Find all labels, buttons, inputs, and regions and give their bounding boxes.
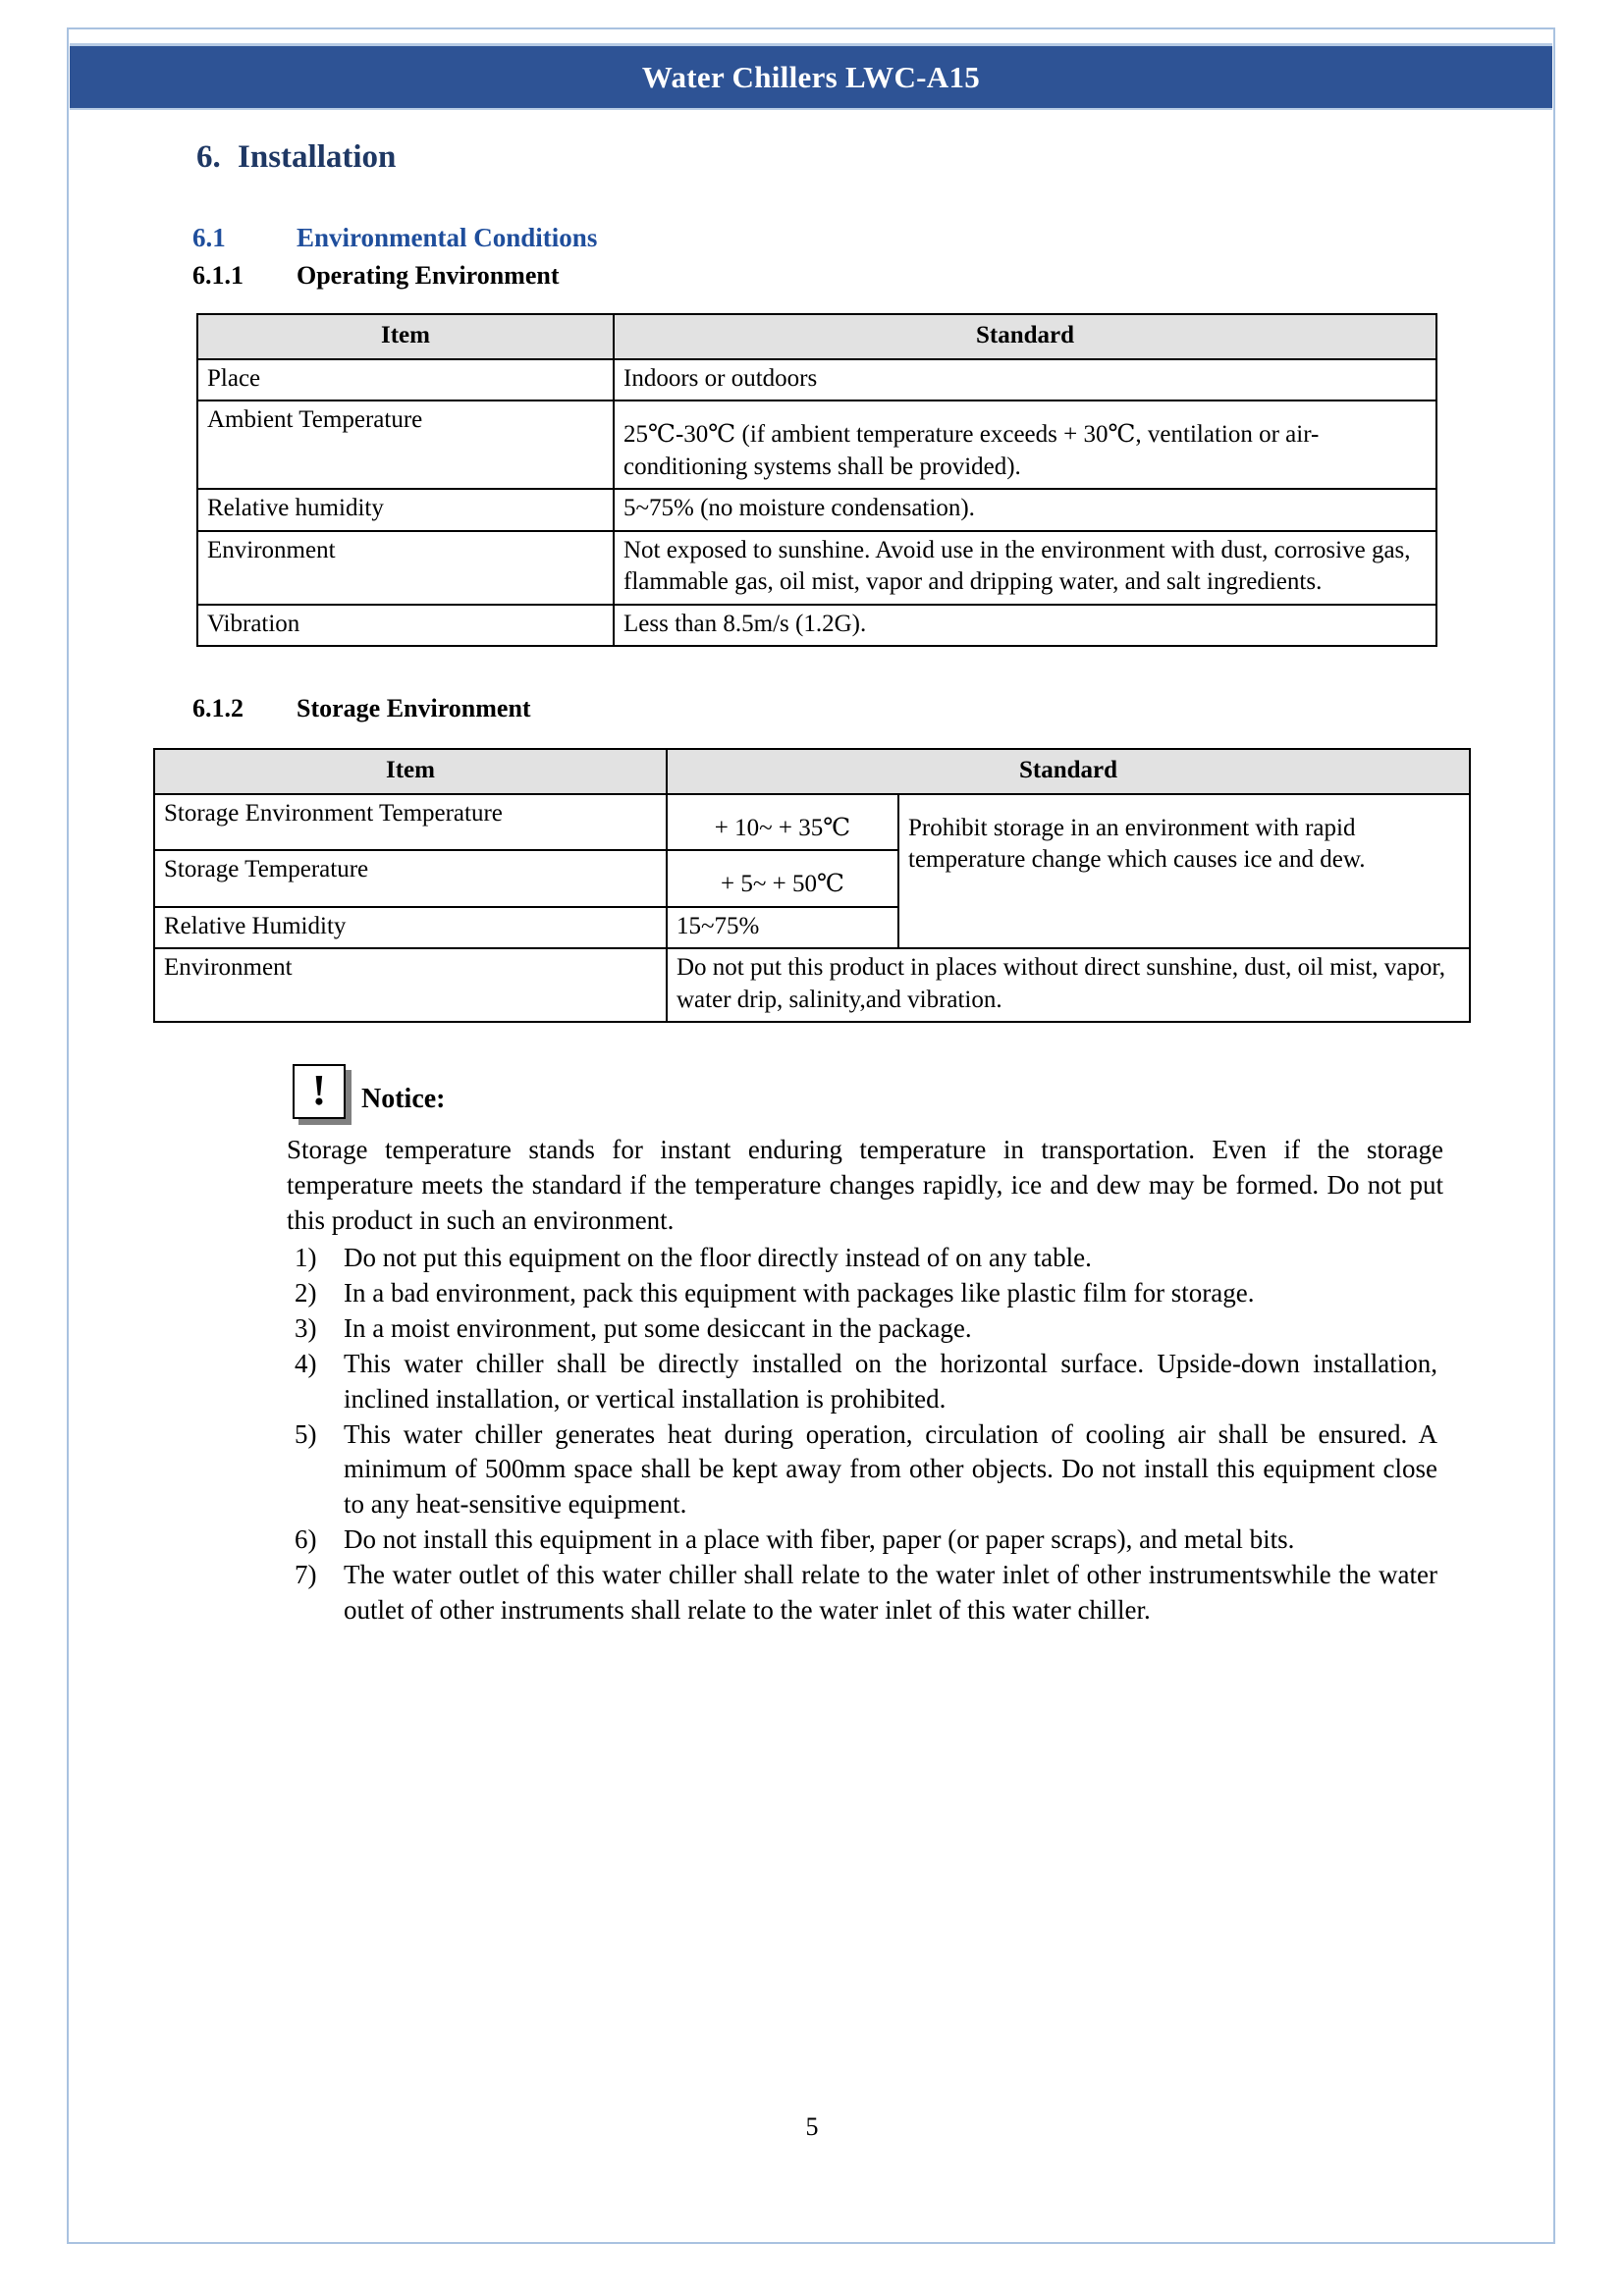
document-content (0, 137, 1624, 1629)
cell-item: Environment (197, 531, 614, 605)
list-marker: 1) (295, 1243, 317, 1273)
list-marker: 4) (295, 1348, 317, 1378)
list-marker: 2) (295, 1277, 317, 1308)
subsubsection-title: Storage Environment (297, 694, 531, 723)
column-header-item: Item (154, 749, 667, 794)
cell-standard: Less than 8.5m/s (1.2G). (614, 605, 1436, 647)
list-item (287, 1417, 1437, 1523)
subsubsection-number: 6.1.1 (192, 260, 244, 290)
notice-label: Notice: (361, 1084, 446, 1115)
notice-block (0, 1023, 1624, 1629)
list-item-text: Do not install this equipment in a place with fiber, paper (or paper scraps), and metal bits. (344, 1524, 1295, 1555)
exclamation-glyph: ! (311, 1066, 327, 1115)
column-header-standard: Standard (614, 314, 1436, 359)
cell-item: Ambient Temperature (197, 400, 614, 489)
list-item (287, 1522, 1437, 1558)
list-item-text: In a bad environment, pack this equipment with packages like plastic film for storage. (344, 1277, 1255, 1308)
cell-merged-note: Prohibit storage in an environment with rapid temperature change which causes ice and dew. (898, 794, 1470, 949)
storage-environment-table (153, 748, 1471, 1023)
section-number: 6. (196, 139, 221, 175)
list-item-text: Do not put this equipment on the floor directly instead of on any table. (344, 1243, 1092, 1273)
operating-environment-table-wrapper (0, 292, 1624, 647)
notice-numbered-list (287, 1239, 1437, 1629)
list-marker: 5) (295, 1418, 317, 1449)
column-header-item: Item (197, 314, 614, 359)
table-row (154, 794, 1470, 851)
exclamation-warning-icon (293, 1064, 352, 1125)
table-header-row (197, 314, 1436, 359)
list-item (287, 1311, 1437, 1347)
cell-value: 15~75% (667, 907, 898, 949)
list-item (287, 1558, 1437, 1629)
subsection-number: 6.1 (192, 223, 226, 253)
list-item-text: In a moist environment, put some desiccant in the package. (344, 1312, 972, 1343)
notice-body-text: Storage temperature stands for instant enduring temperature in transportation. Even if the storage temperature meets the standard if the temperature changes rapidly, ice and dew may be formed. Do not put this product in such an environment. (287, 1135, 1443, 1236)
table-row (197, 605, 1436, 647)
list-marker: 7) (295, 1560, 317, 1590)
cell-standard: 5~75% (no moisture condensation). (614, 489, 1436, 531)
section-heading-installation (0, 137, 1624, 178)
cell-value: + 10~ + 35℃ (667, 794, 898, 851)
table-row (154, 948, 1470, 1022)
list-item (287, 1276, 1437, 1311)
cell-standard: Do not put this product in places without direct sunshine, dust, oil mist, vapor, water drip, salinity,and vibration. (667, 948, 1470, 1022)
cell-item: Storage Temperature (154, 850, 667, 907)
section-heading-storage-environment (0, 647, 1624, 724)
icon-box (293, 1064, 346, 1119)
cell-item: Place (197, 359, 614, 401)
list-marker: 3) (295, 1312, 317, 1343)
column-header-standard: Standard (667, 749, 1470, 794)
table-header-row (154, 749, 1470, 794)
table-row (197, 489, 1436, 531)
cell-item: Relative Humidity (154, 907, 667, 949)
list-item (287, 1347, 1437, 1417)
document-title: Water Chillers LWC-A15 (641, 59, 981, 94)
list-item-text: The water outlet of this water chiller shall relate to the water inlet of other instrumentswhile the water outlet of other instruments shall relate to the water inlet of this water chiller. (344, 1560, 1437, 1626)
subsection-title: Environmental Conditions (297, 223, 598, 253)
notice-header (0, 1068, 1624, 1129)
list-item (287, 1241, 1437, 1276)
document-header-banner (70, 43, 1552, 110)
table-row (197, 359, 1436, 401)
list-marker: 6) (295, 1524, 317, 1555)
storage-environment-table-wrapper (0, 724, 1624, 1023)
cell-standard: Not exposed to sunshine. Avoid use in the environment with dust, corrosive gas, flammable gas, oil mist, vapor and dripping water, and salt ingredients. (614, 531, 1436, 605)
cell-standard: 25℃-30℃ (if ambient temperature exceeds + 30℃, ventilation or air-conditioning systems shall be provided). (614, 400, 1436, 489)
cell-standard: Indoors or outdoors (614, 359, 1436, 401)
section-heading-operating-environment (0, 255, 1624, 292)
cell-item: Vibration (197, 605, 614, 647)
cell-item: Environment (154, 948, 667, 1022)
cell-item: Relative humidity (197, 489, 614, 531)
operating-environment-table (196, 313, 1437, 647)
section-title: Installation (238, 139, 397, 175)
subsubsection-number: 6.1.2 (192, 694, 244, 723)
cell-item: Storage Environment Temperature (154, 794, 667, 851)
list-item-text: This water chiller generates heat during operation, circulation of cooling air shall be ensured. A minimum of 500mm space shall be kept away from other objects. Do not install this equipment close to any heat-sensitive equipment. (344, 1418, 1437, 1520)
page-number: 5 (805, 2112, 819, 2141)
cell-value: + 5~ + 50℃ (667, 850, 898, 907)
section-heading-environmental-conditions (0, 178, 1624, 255)
table-row (197, 531, 1436, 605)
list-item-text: This water chiller shall be directly installed on the horizontal surface. Upside-down installation, inclined installation, or vertical installation is prohibited. (344, 1348, 1437, 1414)
table-row (197, 400, 1436, 489)
subsubsection-title: Operating Environment (297, 260, 560, 290)
